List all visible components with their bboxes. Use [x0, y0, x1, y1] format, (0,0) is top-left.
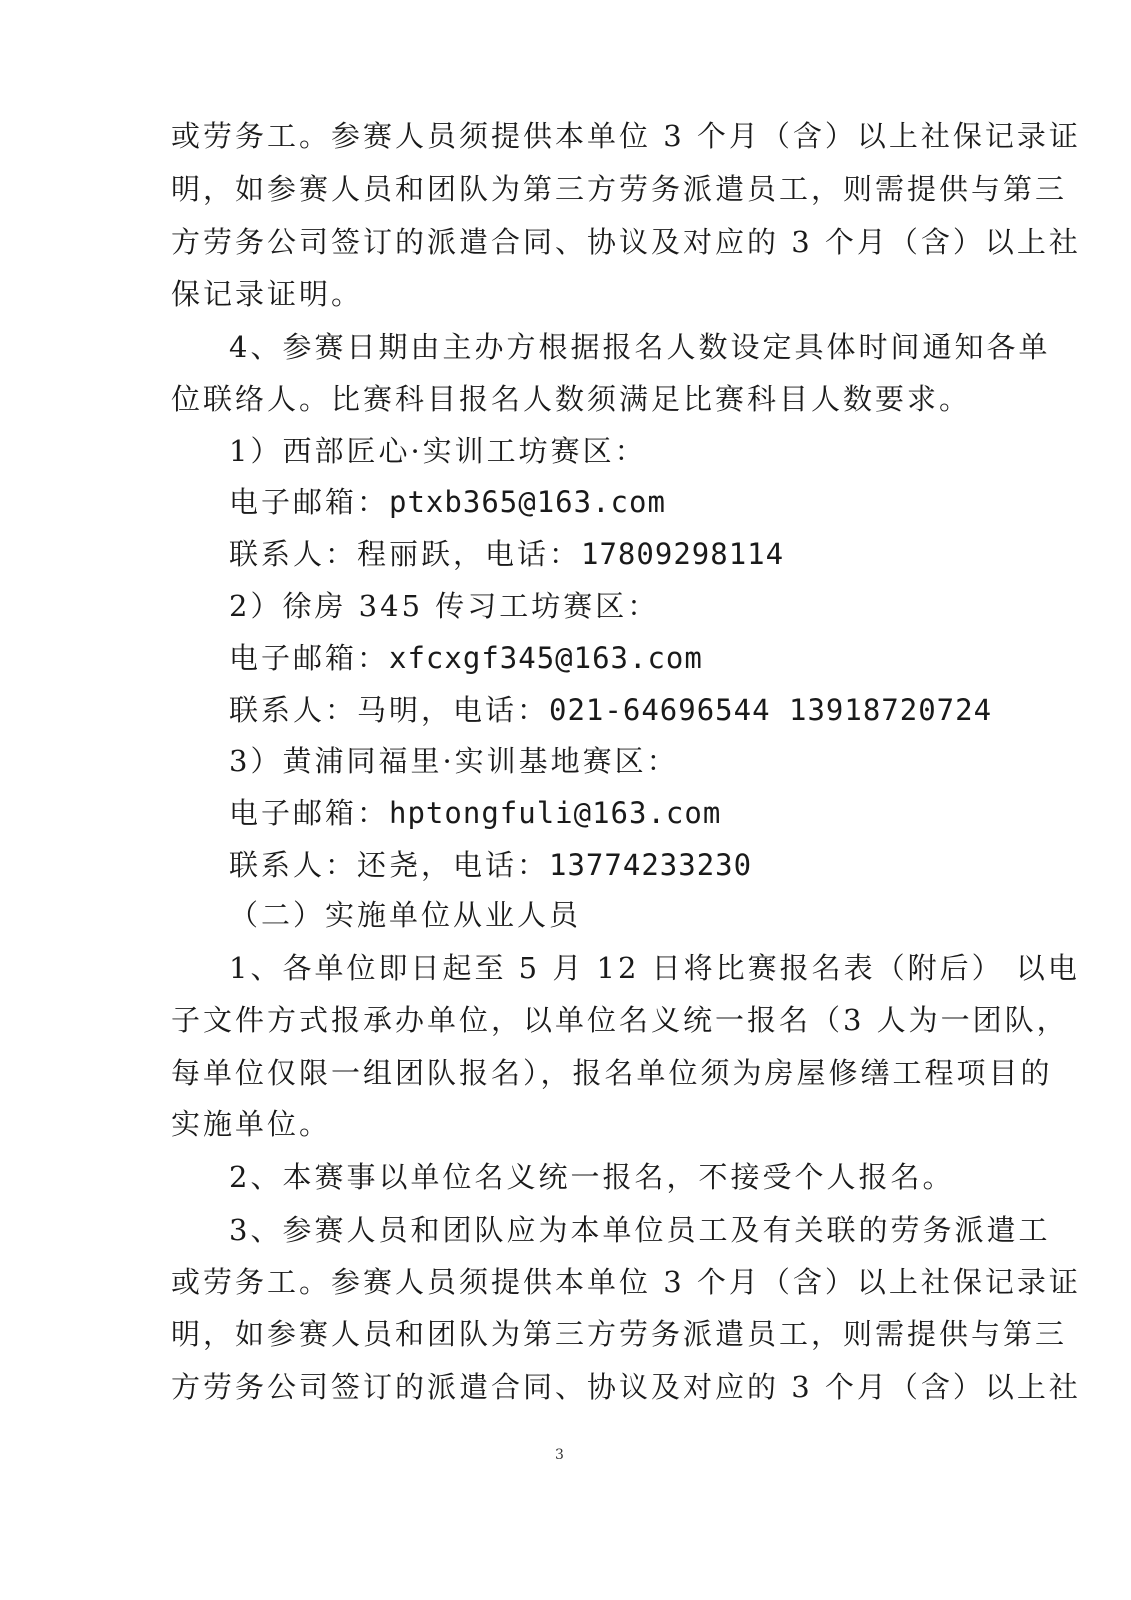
paragraph-line: 4、参赛日期由主办方根据报名人数设定具体时间通知各单 [229, 330, 1051, 364]
paragraph-line: 子文件方式报承办单位，以单位名义统一报名（3 人为一团队， [171, 1003, 1069, 1037]
email-line [229, 640, 703, 676]
section-heading: 3）黄浦同福里·实训基地赛区： [229, 744, 679, 778]
section-heading: 2）徐房 345 传习工坊赛区： [229, 589, 660, 623]
paragraph-line: 或劳务工。参赛人员须提供本单位 3 个月（含）以上社保记录证 [171, 1265, 1081, 1299]
contact-label: 联系人：程丽跃，电话： [229, 537, 582, 571]
contact-line [229, 692, 992, 728]
paragraph-line: 1、各单位即日起至 5 月 12 日将比赛报名表（附后） 以电 [229, 951, 1080, 985]
email-label: 电子邮箱： [229, 796, 390, 830]
email-value: xfcxgf345@163.com [389, 641, 703, 675]
contact-label: 联系人：还尧，电话： [229, 848, 550, 882]
paragraph-line: 2、本赛事以单位名义统一报名，不接受个人报名。 [229, 1160, 955, 1194]
phone-value: 021-64696544 13918720724 [549, 693, 993, 727]
paragraph-line: 方劳务公司签订的派遣合同、协议及对应的 3 个月（含）以上社 [171, 225, 1081, 259]
email-value: hptongfuli@163.com [389, 796, 722, 830]
paragraph-line: 方劳务公司签订的派遣合同、协议及对应的 3 个月（含）以上社 [171, 1370, 1081, 1404]
page-number: 3 [555, 1447, 564, 1463]
paragraph-line: 位联络人。比赛科目报名人数须满足比赛科目人数要求。 [171, 382, 972, 416]
contact-line [229, 536, 784, 572]
phone-value: 17809298114 [581, 537, 785, 571]
section-heading: 1）西部匠心·实训工坊赛区： [229, 434, 647, 468]
section-heading: （二）实施单位从业人员 [229, 898, 582, 932]
paragraph-line: 每单位仅限一组团队报名），报名单位须为房屋修缮工程项目的 [171, 1056, 1053, 1090]
paragraph-line: 保记录证明。 [171, 277, 364, 311]
paragraph-line: 3、参赛人员和团队应为本单位员工及有关联的劳务派遣工 [229, 1213, 1051, 1247]
email-line [229, 795, 721, 831]
paragraph-line: 明，如参赛人员和团队为第三方劳务派遣员工，则需提供与第三 [171, 172, 1068, 206]
phone-value: 13774233230 [549, 848, 753, 882]
email-line [229, 484, 666, 520]
paragraph-line: 明，如参赛人员和团队为第三方劳务派遣员工，则需提供与第三 [171, 1317, 1068, 1351]
email-label: 电子邮箱： [229, 485, 390, 519]
contact-label: 联系人：马明，电话： [229, 693, 550, 727]
paragraph-line: 实施单位。 [171, 1107, 332, 1141]
contact-line [229, 847, 752, 883]
email-value: ptxb365@163.com [389, 485, 666, 519]
email-label: 电子邮箱： [229, 641, 390, 675]
paragraph-line: 或劳务工。参赛人员须提供本单位 3 个月（含）以上社保记录证 [171, 119, 1081, 153]
